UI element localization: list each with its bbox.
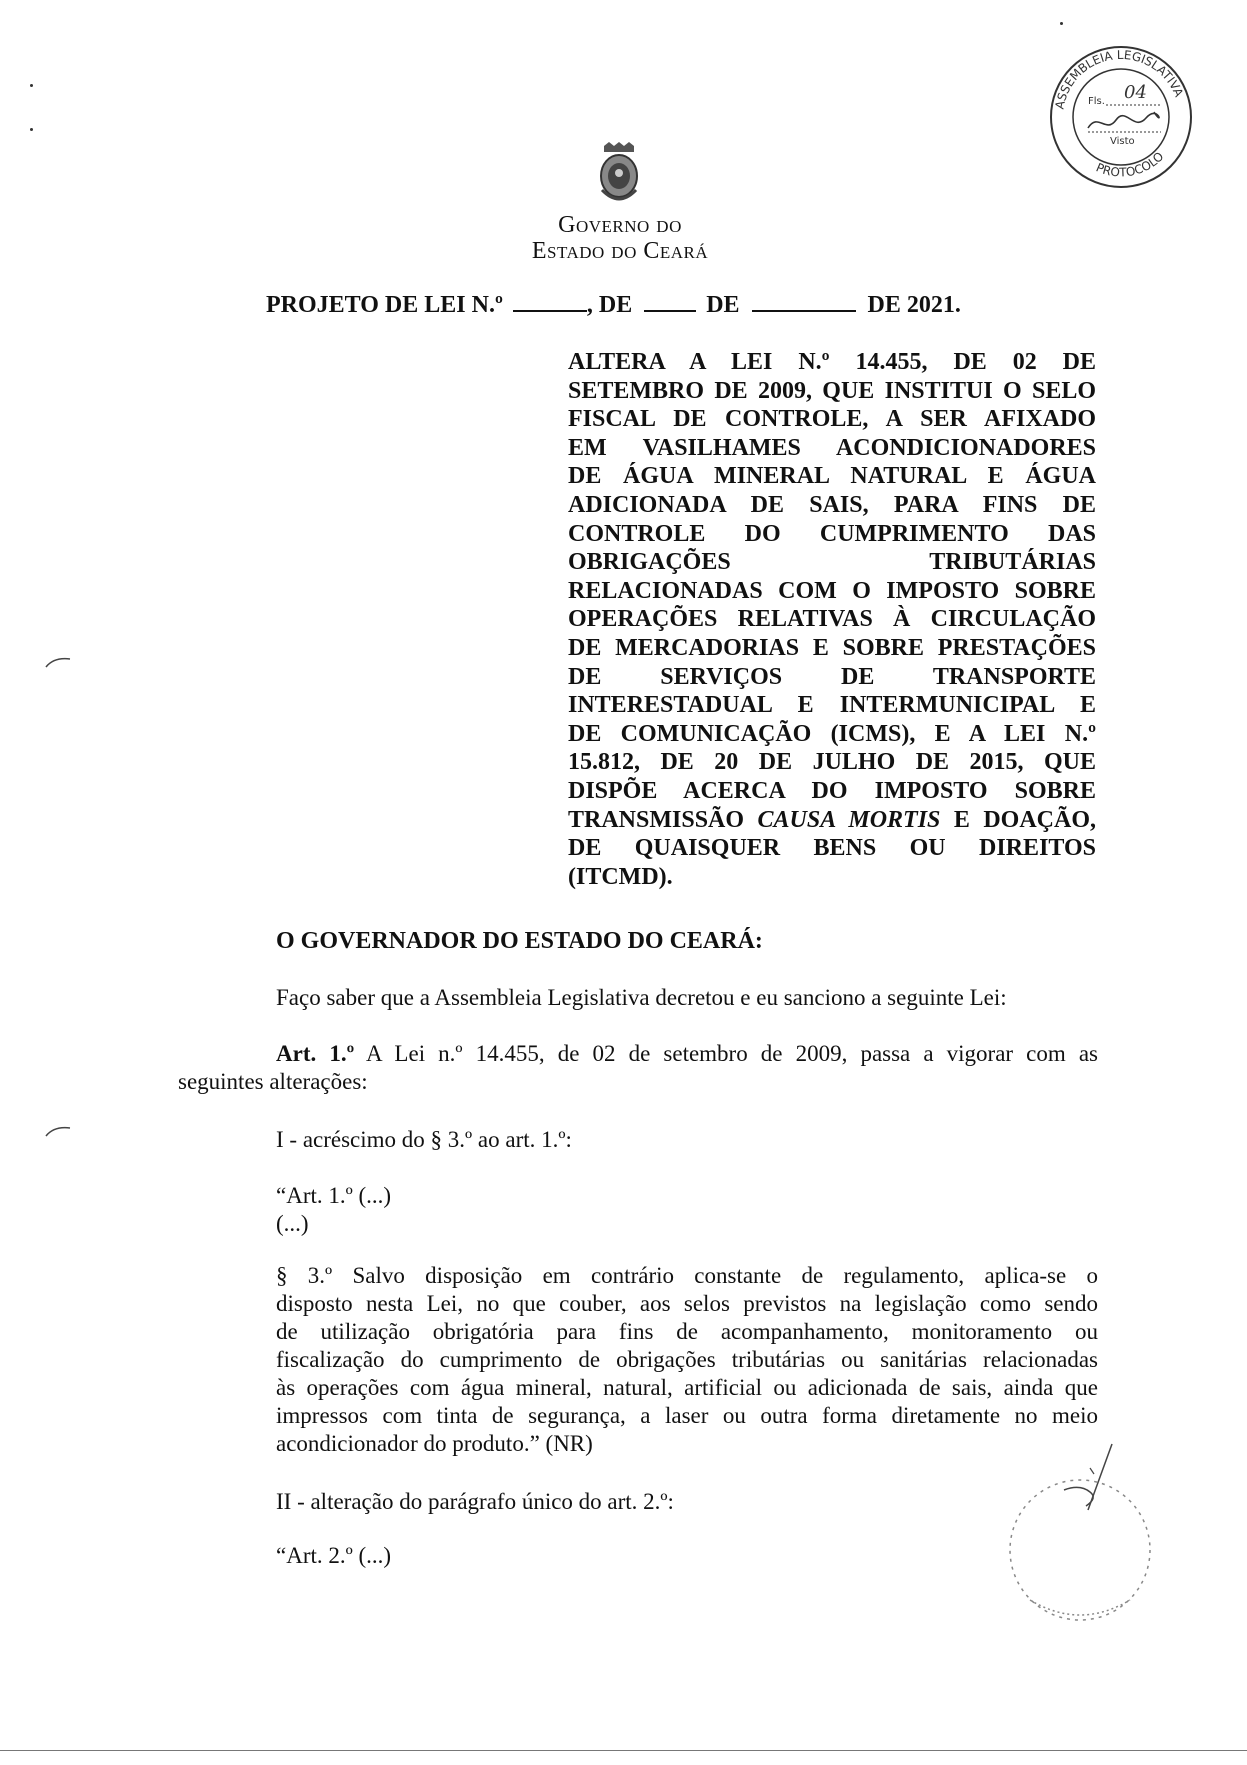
- government-line-2: Estado do Ceará: [531, 238, 709, 264]
- title-de-2: DE: [706, 292, 740, 318]
- ementa-line: OBRIGAÇÕES TRIBUTÁRIAS: [568, 549, 1096, 576]
- day-blank: [644, 290, 696, 312]
- inciso-2: II - alteração do parágrafo único do art. 2.º:: [276, 1489, 674, 1514]
- article-1: [178, 1040, 1098, 1096]
- title-de-1: , DE: [586, 292, 633, 318]
- ementa-line: ALTERA A LEI N.º 14.455, DE 02 DE: [568, 349, 1096, 375]
- stamp-fls-value: 04: [1124, 82, 1147, 103]
- ementa-line: 15.812, DE 20 DE JULHO DE 2015, QUE: [568, 749, 1096, 776]
- svg-text:ASSEMBLEIA LEGISLATIVA: ASSEMBLEIA LEGISLATIVA: [1052, 47, 1186, 111]
- quote-art-2: “Art. 2.º (...): [276, 1543, 392, 1568]
- ementa-line: TRANSMISSÃO CAUSA MORTIS E DOAÇÃO,: [568, 806, 1096, 833]
- ementa-line: RELACIONADAS COM O IMPOSTO SOBRE: [568, 577, 1096, 604]
- ementa-line: EM VASILHAMES ACONDICIONADORES: [568, 434, 1096, 461]
- month-blank: [752, 290, 856, 312]
- enactment-clause: Faço saber que a Assembleia Legislativa decretou e eu sanciono a seguinte Lei:: [276, 985, 1007, 1010]
- article-1-line-1: Art. 1.º A Lei n.º 14.455, de 02 de setembro de 2009, passa a vigorar com as: [276, 1041, 1098, 1066]
- article-1-line-2: seguintes alterações:: [178, 1069, 368, 1094]
- ementa-line: OPERAÇÕES RELATIVAS À CIRCULAÇÃO: [568, 606, 1096, 633]
- ementa-line: DE QUAISQUER BENS OU DIREITOS: [568, 835, 1096, 862]
- page-bottom-rule: [0, 1750, 1247, 1751]
- causa-mortis-italic: CAUSA MORTIS: [757, 806, 941, 833]
- paragraph-3: [276, 1262, 1098, 1458]
- ementa-line: CONTROLE DO CUMPRIMENTO DAS: [568, 520, 1096, 547]
- ementa-line: DE COMUNICAÇÃO (ICMS), E A LEI N.º: [568, 720, 1096, 747]
- ceara-coat-of-arms-icon: [594, 140, 644, 210]
- stamp-visto-label: Visto: [1110, 136, 1135, 147]
- paragraph-line: disposto nesta Lei, no que couber, aos selos previstos na legislação como sendo: [276, 1291, 1098, 1316]
- ementa: [568, 348, 1096, 891]
- quote-art-1: “Art. 1.º (...): [276, 1183, 392, 1208]
- svg-text:PROTOCOLO: PROTOCOLO: [1094, 149, 1167, 180]
- governor-heading: O GOVERNADOR DO ESTADO DO CEARÁ:: [276, 928, 763, 954]
- number-blank: [513, 290, 587, 312]
- scan-speck: [1060, 22, 1063, 25]
- scan-mark: [44, 655, 72, 669]
- ementa-line: INTERESTADUAL E INTERMUNICIPAL E: [568, 692, 1096, 719]
- title-year: DE 2021.: [867, 292, 961, 318]
- ementa-line: DE ÁGUA MINERAL NATURAL E ÁGUA: [568, 463, 1096, 490]
- bill-title: [266, 290, 961, 319]
- quote-ellipsis: (...): [276, 1211, 309, 1236]
- paragraph-line: acondicionador do produto.” (NR): [276, 1431, 593, 1456]
- paragraph-line: às operações com água mineral, natural, artificial ou adicionada de sais, ainda que: [276, 1375, 1098, 1400]
- ementa-line: DISPÕE ACERCA DO IMPOSTO SOBRE: [568, 777, 1096, 804]
- article-1-label: Art. 1.º: [276, 1041, 355, 1066]
- paragraph-line: de utilização obrigatória para fins de acompanhamento, monitoramento ou: [276, 1319, 1098, 1344]
- protocol-stamp: [1046, 42, 1196, 192]
- inciso-1: I - acréscimo do § 3.º ao art. 1.º:: [276, 1127, 572, 1152]
- scan-mark: [44, 1124, 72, 1138]
- government-line-1: Governo do: [558, 212, 682, 238]
- ementa-line: DE SERVIÇOS DE TRANSPORTE: [568, 663, 1096, 690]
- title-prefix: PROJETO DE LEI N.º: [266, 292, 503, 318]
- paragraph-line: § 3.º Salvo disposição em contrário constante de regulamento, aplica-se o: [276, 1263, 1098, 1288]
- stamp-fls-label: Fls.: [1088, 96, 1105, 107]
- ementa-line: (ITCMD).: [568, 863, 673, 890]
- ementa-line: FISCAL DE CONTROLE, A SER AFIXADO: [568, 406, 1096, 433]
- faint-seal: [990, 1460, 1170, 1640]
- scan-speck: [30, 128, 33, 131]
- ementa-line: ADICIONADA DE SAIS, PARA FINS DE: [568, 491, 1096, 518]
- ementa-line: DE MERCADORIAS E SOBRE PRESTAÇÕES: [568, 634, 1096, 661]
- ementa-line: SETEMBRO DE 2009, QUE INSTITUI O SELO: [568, 377, 1096, 404]
- scan-speck: [30, 84, 33, 87]
- paragraph-line: fiscalização do cumprimento de obrigações tributárias ou sanitárias relacionadas: [276, 1347, 1098, 1372]
- paragraph-line: impressos com tinta de segurança, a laser ou outra forma diretamente no meio: [276, 1403, 1098, 1428]
